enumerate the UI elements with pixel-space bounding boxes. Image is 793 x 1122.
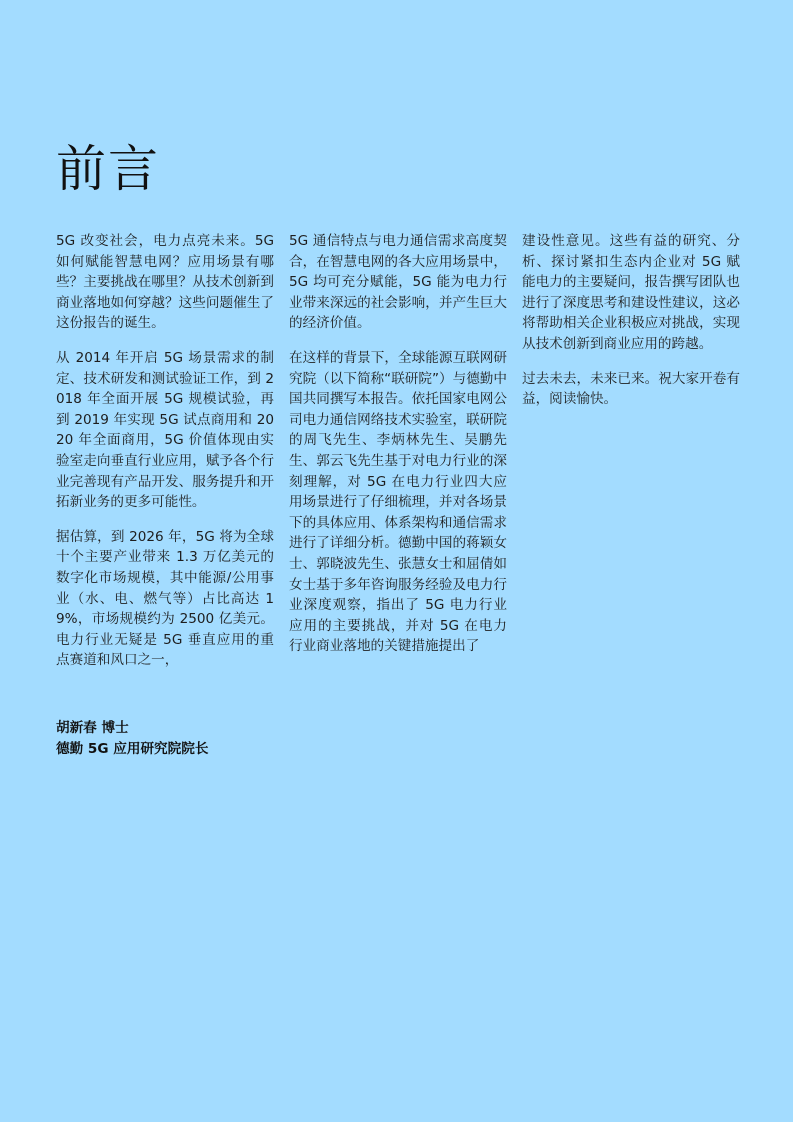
text-column-1 [56, 231, 274, 685]
author-signature [56, 718, 208, 760]
paragraph: 从 2014 年开启 5G 场景需求的制定、技术研发和测试验证工作，到 2018 年全面开展 5G 规模试验，再到 2019 年实现 5G 试点商用和 2020 年全面商用，5G 价值体现由实验室走向垂直行业应用，赋予各个行业完善现有产品开发、服务提升和开拓新业务的更多可能性。 [56, 349, 274, 511]
paragraph: 过去未去，未来已来。祝大家开卷有益，阅读愉快。 [522, 370, 740, 408]
author-position: 德勤 5G 应用研究院院长 [56, 741, 209, 757]
text-column-2 [289, 231, 507, 671]
paragraph: 在这样的背景下，全球能源互联网研究院（以下简称“联研院”）与德勤中国共同撰写本报告。依托国家电网公司电力通信网络技术实验室，联研院的周飞先生、李炳林先生、吴鹏先生、郭云飞先生基于对电力行业的深刻理解，对 5G 在电力行业四大应用场景进行了仔细梳理，并对各场景下的具体应用、体系架构和通信需求进行了详细分析。德勤中国的蒋颖女士、郭晓波先生、张慧女士和屈倩如女士基于多年咨询服务经验及电力行业深度观察，指出了 5G 电力行业应用的主要挑战，并对 5G 在电力行业商业落地的关键措施提出了 [289, 349, 507, 655]
text-column-3 [522, 231, 740, 424]
author-name: 胡新春 博士 [56, 720, 129, 736]
paragraph: 5G 改变社会，电力点亮未来。5G 如何赋能智慧电网？应用场景有哪些？主要挑战在哪里？从技术创新到商业落地如何穿越？这些问题催生了这份报告的诞生。 [56, 233, 274, 332]
paragraph: 建设性意见。这些有益的研究、分析、探讨紧扣生态内企业对 5G 赋能电力的主要疑问，报告撰写团队也进行了深度思考和建设性建议，这必将帮助相关企业积极应对挑战，实现从技术创新到商业应用的跨越。 [522, 233, 740, 352]
paragraph: 5G 通信特点与电力通信需求高度契合，在智慧电网的各大应用场景中，5G 均可充分赋能，5G 能为电力行业带来深远的社会影响，并产生巨大的经济价值。 [289, 233, 507, 332]
page-title: 前言 [56, 140, 160, 198]
paragraph: 据估算，到 2026 年，5G 将为全球十个主要产业带来 1.3 万亿美元的数字化市场规模，其中能源/公用事业（水、电、燃气等）占比高达 19%，市场规模约为 2500 亿美元。电力行业无疑是 5G 垂直应用的重点赛道和风口之一， [56, 528, 274, 669]
